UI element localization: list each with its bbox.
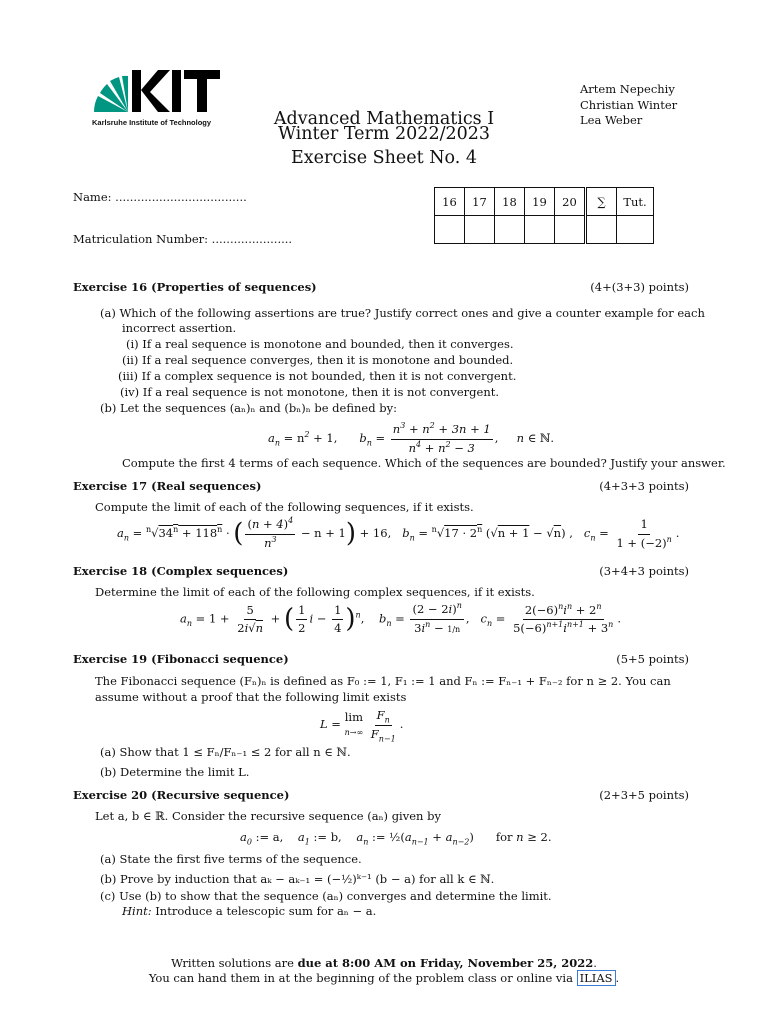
ex19-a: (a) Show that 1 ≤ Fₙ/Fₙ₋₁ ≤ 2 for all n ∈ ℕ. [100, 745, 351, 759]
ex19-b: (b) Determine the limit L. [100, 765, 250, 779]
grade-col-17: 17 [465, 188, 495, 216]
kit-logo-icon [92, 68, 222, 114]
ex19-intro: The Fibonacci sequence (Fₙ)ₙ is defined as F₀ := 1, F₁ := 1 and Fₙ := Fₙ₋₁ + Fₙ₋₂ for n ≥ 2. You can [95, 674, 671, 688]
ex16-formula: $a_n = n^2 + 1$, $b_n$ = $\frac{n^3 + n^2 + 3n + 1}{n^4 + n^2 - 3}$ , n ∈ ℕ. [268, 421, 555, 455]
grade-col-19: 19 [525, 188, 555, 216]
ex20-formula: $a_0$ := a, $a_1$ := b, $a_n$ := $\frac{1}{2}(a_{n-1} + a_{n-2})$ for n ≥ 2. [240, 830, 552, 847]
footer-due [0, 956, 768, 972]
grade-cell[interactable] [495, 216, 525, 244]
logo-subtitle: Karlsruhe Institute of Technology [92, 118, 212, 127]
term-title: Winter Term 2022/2023 [277, 124, 491, 144]
ex18-title: Exercise 18 (Complex sequences) [73, 564, 289, 578]
grade-cell[interactable] [465, 216, 495, 244]
ex17-intro: Compute the limit of each of the following sequences, if it exists. [95, 500, 474, 514]
author-1: Artem Nepechiy [580, 82, 675, 96]
ex20-title: Exercise 20 (Recursive sequence) [73, 788, 290, 802]
grade-col-18: 18 [495, 188, 525, 216]
ex20-hint [122, 904, 376, 920]
due-date: due at 8:00 AM on Friday, November 25, 2022 [297, 956, 594, 970]
grade-col-sum: ∑ [586, 188, 617, 216]
ex17-title: Exercise 17 (Real sequences) [73, 479, 262, 493]
ex16-item-iii: (iii) If a complex sequence is not bounded, then it is not convergent. [118, 369, 517, 383]
footer-handin-prefix: You can hand them in at the beginning of the problem class or online via [148, 971, 577, 985]
ex19-intro-cont: assume without a proof that the following limit exists [95, 690, 407, 704]
grade-cell[interactable] [617, 216, 654, 244]
ex16-a-intro: (a) Which of the following assertions are true? Justify correct ones and give a counter example for each [100, 306, 705, 320]
author-3: Lea Weber [580, 113, 643, 127]
ex16-title: Exercise 16 (Properties of sequences) [73, 280, 317, 294]
author-2: Christian Winter [580, 97, 678, 112]
authors [580, 82, 677, 129]
ex16-b-intro: (b) Let the sequences (aₙ)ₙ and (bₙ)ₙ be defined by: [100, 401, 397, 415]
ex16-item-i: (i) If a real sequence is monotone and bounded, then it converges. [126, 337, 514, 351]
course-title: Advanced Mathematics I [273, 109, 495, 129]
grade-col-16: 16 [435, 188, 465, 216]
grade-cell[interactable] [586, 216, 617, 244]
footer-due-suffix: . [593, 956, 597, 970]
ex18-points: (3+4+3 points) [599, 564, 689, 578]
ex17-formula: $a_n = ^n√34^n + 118^n$ · ( $\frac{(n + 4)^4}{n^3}$ − n + 1) + 16, $b_n = ^n√17 \cdot 2^n$ (√n + 1 − √n) , $c_n$ = $\frac{1}{1 + (-2)^n}$ . [117, 516, 680, 550]
ilias-link[interactable]: ILIAS [577, 970, 616, 986]
ex19-limit-formula: L = lim n→∞ $\frac{F_n}{F_{n-1}}$ . [320, 708, 404, 743]
matriculation-field-label: Matriculation Number: ...................... [73, 232, 293, 246]
ex20-b: (b) Prove by induction that aₖ − aₖ₋₁ = (−½)ᵏ⁻¹ (b − a) for all k ∈ ℕ. [100, 872, 495, 886]
name-field-label: Name: .................................... [73, 190, 247, 204]
grade-cell[interactable] [435, 216, 465, 244]
ex20-c: (c) Use (b) to show that the sequence (aₙ) converges and determine the limit. [100, 889, 552, 903]
hint-text: Introduce a telescopic sum for aₙ − a. [151, 904, 377, 918]
ex17-points: (4+3+3 points) [599, 479, 689, 493]
footer-handin [0, 971, 768, 987]
grade-col-20: 20 [555, 188, 586, 216]
hint-label: Hint: [122, 904, 152, 918]
ex20-points: (2+3+5 points) [599, 788, 689, 802]
grade-cell[interactable] [555, 216, 586, 244]
ex16-b-tail: Compute the first 4 terms of each sequence. Which of the sequences are bounded? Justify your answer. [122, 456, 726, 470]
ex19-points: (5+5 points) [616, 652, 689, 666]
footer-handin-suffix: . [615, 971, 620, 985]
ex16-item-iv: (iv) If a real sequence is not monotone, then it is not convergent. [120, 385, 500, 399]
ex19-title: Exercise 19 (Fibonacci sequence) [73, 652, 289, 666]
ex20-intro: Let a, b ∈ ℝ. Consider the recursive sequence (aₙ) given by [95, 809, 441, 823]
ex20-a: (a) State the first five terms of the sequence. [100, 852, 362, 866]
grade-col-tut: Tut. [617, 188, 654, 216]
grade-table [434, 187, 654, 244]
grade-cell[interactable] [525, 216, 555, 244]
sheet-title: Exercise Sheet No. 4 [290, 148, 478, 168]
ex16-points: (4+(3+3) points) [590, 280, 689, 294]
footer-due-prefix: Written solutions are [171, 956, 298, 970]
ex16-a-intro-cont: incorrect assertion. [122, 321, 237, 335]
ex18-intro: Determine the limit of each of the following complex sequences, if it exists. [95, 585, 535, 599]
ex16-item-ii: (ii) If a real sequence converges, then it is monotone and bounded. [122, 353, 514, 367]
ex18-formula: $a_n = 1$ + $\frac{5}{2i√n}$ + ( $\frac{1}{2}$ i − $\frac{1}{4}$ )$^n$, $b_n$ = $\frac{(2 - 2i)^n}{3i^n - 1/n}$ , $c_n$ = $\frac{2(-6)^ni^n + 2^n}{5(-6)^{n+1}i^{n+1} + 3^n}$ . [180, 601, 621, 635]
